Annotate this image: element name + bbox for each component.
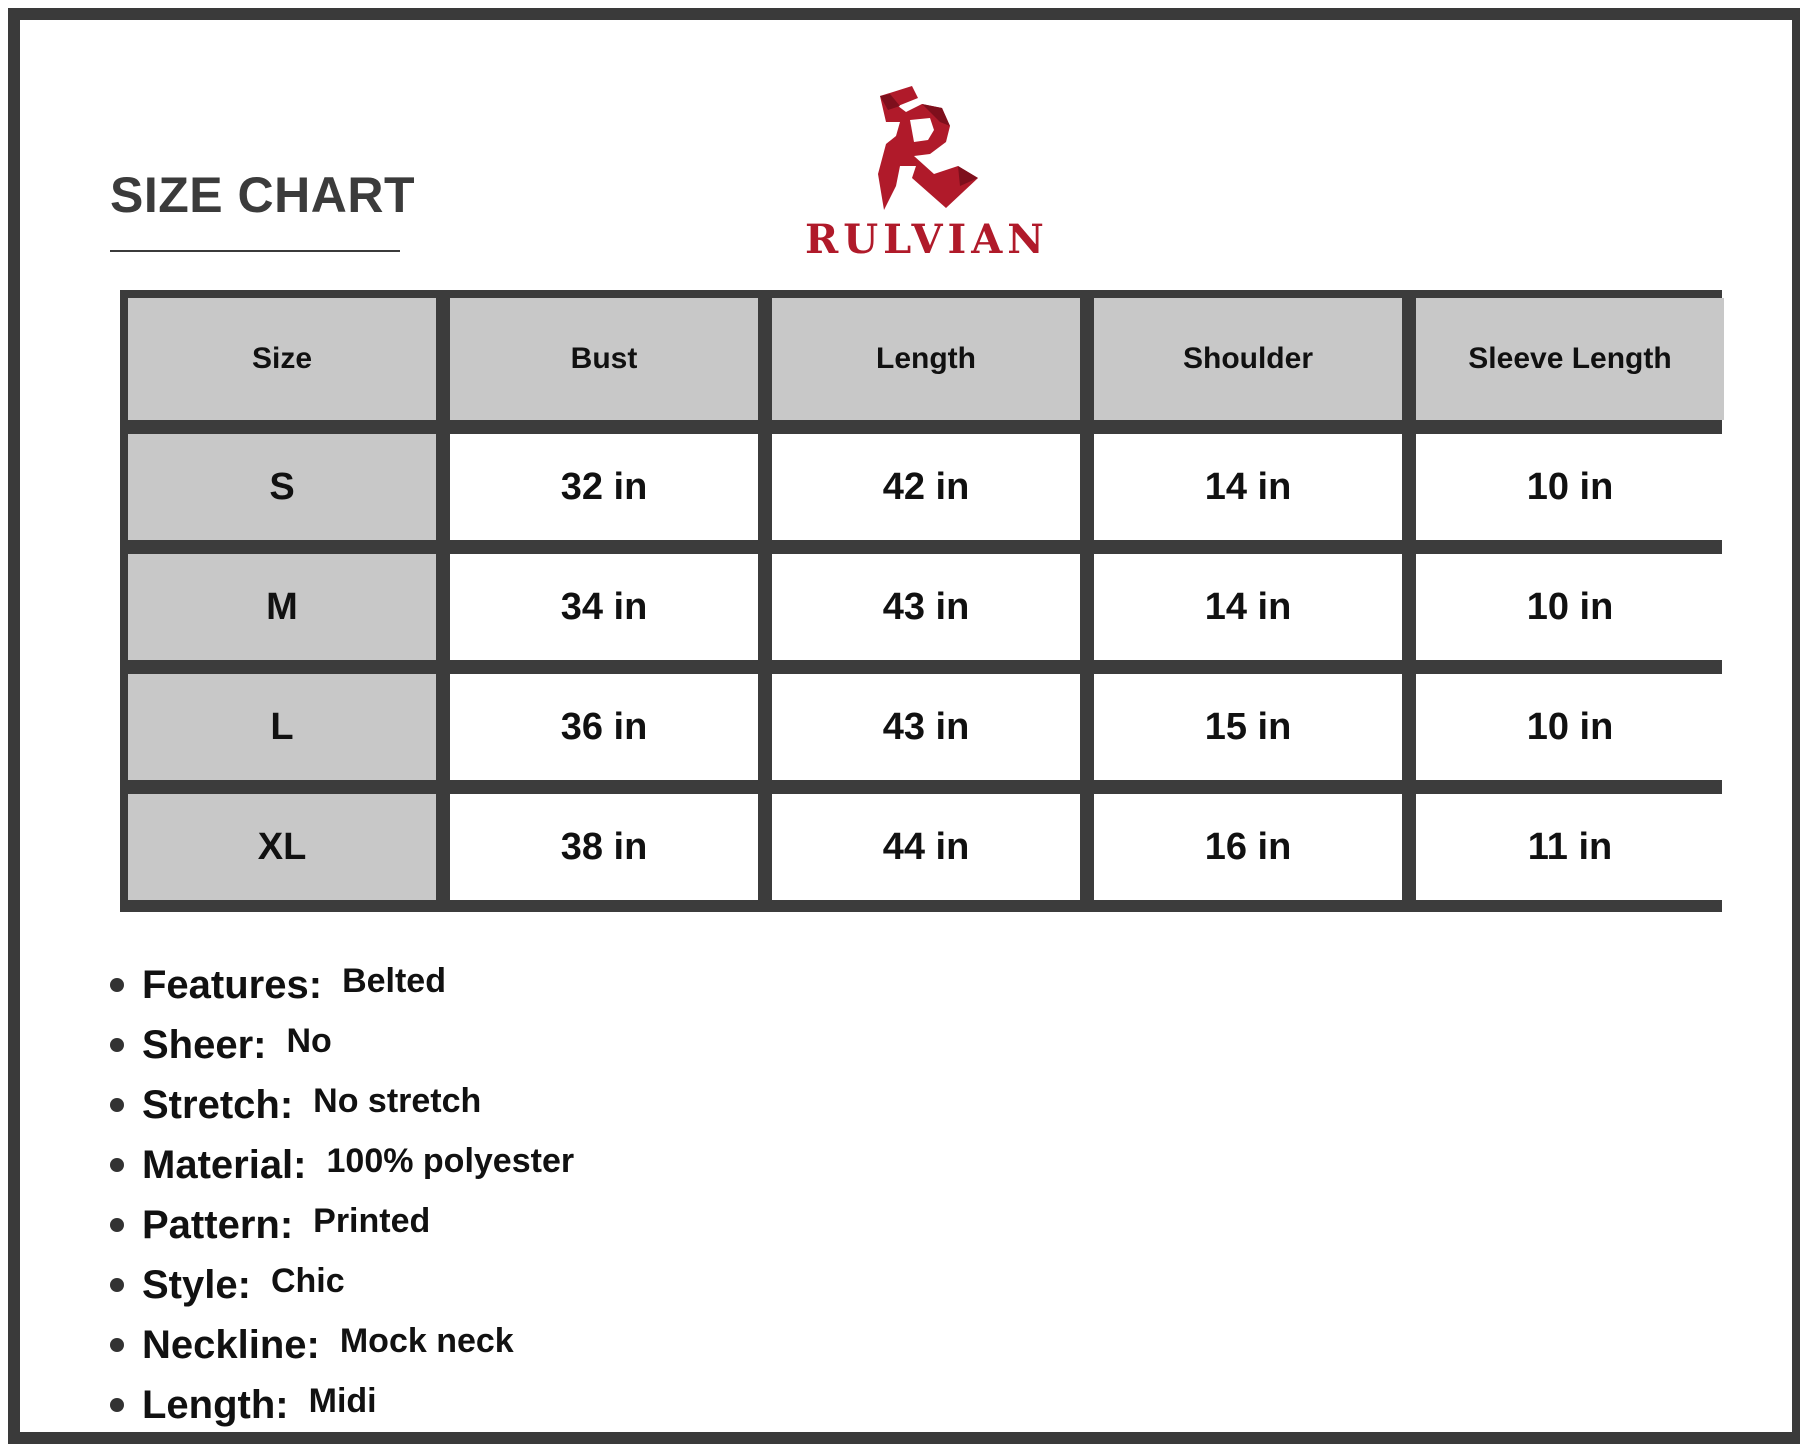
measurement-cell: 38 in xyxy=(450,794,758,900)
measurement-cell: 44 in xyxy=(772,794,1080,900)
bullet-icon xyxy=(110,1278,124,1292)
title-underline xyxy=(110,250,400,252)
spec-value: Printed xyxy=(313,1201,431,1240)
measurement-cell: 11 in xyxy=(1416,794,1724,900)
spec-list xyxy=(110,955,574,1435)
column-header: Shoulder xyxy=(1094,298,1402,420)
spec-label: Sheer: xyxy=(142,1022,267,1067)
size-label-cell: S xyxy=(128,434,436,540)
size-chart-frame xyxy=(8,8,1800,1444)
column-header: Bust xyxy=(450,298,758,420)
spec-item xyxy=(110,1255,574,1315)
measurement-cell: 36 in xyxy=(450,674,758,780)
measurement-cell: 43 in xyxy=(772,674,1080,780)
spec-value: No stretch xyxy=(313,1081,482,1120)
measurement-cell: 10 in xyxy=(1416,434,1724,540)
brand-name: RULVIAN xyxy=(805,216,1049,263)
spec-item xyxy=(110,955,574,1015)
spec-item xyxy=(110,1195,574,1255)
spec-label: Material: xyxy=(142,1142,307,1187)
spec-item xyxy=(110,1075,574,1135)
spec-label: Length: xyxy=(142,1382,289,1427)
size-label-cell: M xyxy=(128,554,436,660)
spec-item xyxy=(110,1135,574,1195)
size-label-cell: L xyxy=(128,674,436,780)
page-title: SIZE CHART xyxy=(110,167,415,223)
brand-logo xyxy=(805,82,1049,272)
spec-label: Neckline: xyxy=(142,1322,320,1367)
spec-value: 100% polyester xyxy=(326,1141,575,1180)
measurement-cell: 43 in xyxy=(772,554,1080,660)
spec-item xyxy=(110,1015,574,1075)
title-block xyxy=(110,167,415,252)
spec-label: Features: xyxy=(142,962,323,1007)
measurement-cell: 34 in xyxy=(450,554,758,660)
spec-value: Belted xyxy=(342,961,446,1000)
measurement-cell: 14 in xyxy=(1094,434,1402,540)
bullet-icon xyxy=(110,1398,124,1412)
measurement-cell: 10 in xyxy=(1416,674,1724,780)
bullet-icon xyxy=(110,1158,124,1172)
spec-label: Pattern: xyxy=(142,1202,294,1247)
spec-value: Chic xyxy=(270,1261,345,1300)
spec-value: Midi xyxy=(308,1381,377,1420)
spec-label: Style: xyxy=(142,1262,251,1307)
bullet-icon xyxy=(110,978,124,992)
column-header: Size xyxy=(128,298,436,420)
column-header: Sleeve Length xyxy=(1416,298,1724,420)
spec-item xyxy=(110,1315,574,1375)
measurement-cell: 42 in xyxy=(772,434,1080,540)
size-table xyxy=(120,290,1722,912)
spec-label: Stretch: xyxy=(142,1082,294,1127)
measurement-cell: 10 in xyxy=(1416,554,1724,660)
bullet-icon xyxy=(110,1038,124,1052)
column-header: Length xyxy=(772,298,1080,420)
measurement-cell: 32 in xyxy=(450,434,758,540)
spec-value: No xyxy=(286,1021,332,1060)
bullet-icon xyxy=(110,1338,124,1352)
spec-value: Mock neck xyxy=(339,1321,514,1360)
measurement-cell: 16 in xyxy=(1094,794,1402,900)
rulvian-r-logo-icon xyxy=(860,82,990,214)
spec-item xyxy=(110,1375,574,1435)
bullet-icon xyxy=(110,1218,124,1232)
size-label-cell: XL xyxy=(128,794,436,900)
measurement-cell: 14 in xyxy=(1094,554,1402,660)
bullet-icon xyxy=(110,1098,124,1112)
measurement-cell: 15 in xyxy=(1094,674,1402,780)
